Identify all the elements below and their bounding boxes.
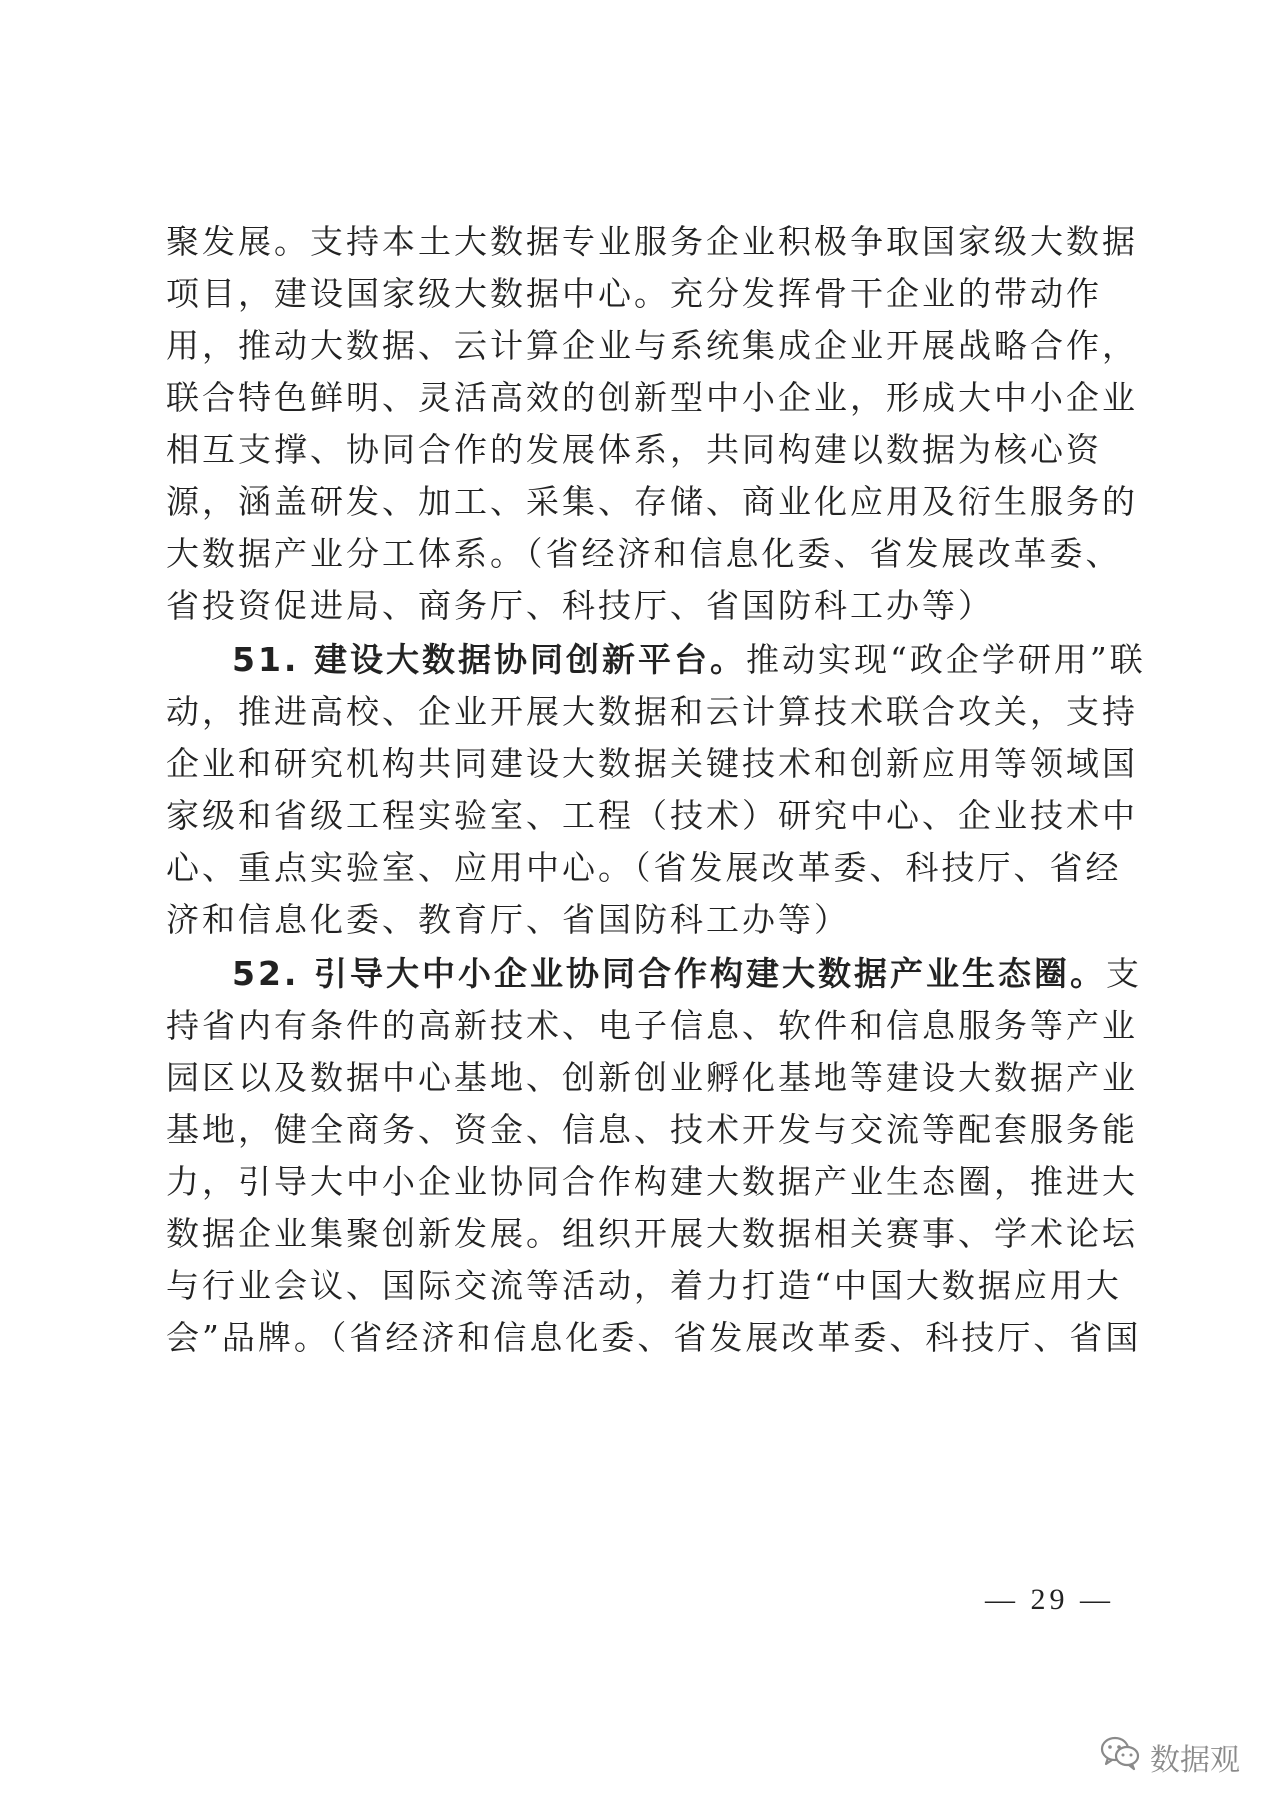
text-line: 园区以及数据中心基地、创新创业孵化基地等建设大数据产业 (166, 1058, 1138, 1097)
text-line: 企业和研究机构共同建设大数据关键技术和创新应用等领域国 (166, 744, 1138, 783)
item-52-text: 支 (1105, 954, 1142, 993)
text-line: 源，涵盖研发、加工、采集、存储、商业化应用及衍生服务的 (166, 482, 1138, 521)
item-52-first-line (232, 944, 1142, 1004)
text-line: 用，推动大数据、云计算企业与系统集成企业开展战略合作， (166, 326, 1138, 365)
text-line: 力，引导大中小企业协同合作构建大数据产业生态圈，推进大 (166, 1162, 1138, 1201)
text-line: 持省内有条件的高新技术、电子信息、软件和信息服务等产业 (166, 1006, 1138, 1045)
text-line: 大数据产业分工体系。（省经济和信息化委、省发展改革委、 (166, 534, 1122, 573)
text-line: 聚发展。支持本土大数据专业服务企业积极争取国家级大数据 (166, 222, 1138, 261)
item-51-text: 推动实现“政企学研用”联 (745, 640, 1146, 679)
wechat-icon (1100, 1735, 1140, 1779)
text-line: 会”品牌。（省经济和信息化委、省发展改革委、科技厅、省国 (166, 1318, 1142, 1357)
text-line: 动，推进高校、企业开展大数据和云计算技术联合攻关，支持 (166, 692, 1138, 731)
text-line: 心、重点实验室、应用中心。（省发展改革委、科技厅、省经 (166, 848, 1122, 887)
text-line: 相互支撑、协同合作的发展体系，共同构建以数据为核心资 (166, 430, 1102, 469)
text-line: 项目，建设国家级大数据中心。充分发挥骨干企业的带动作 (166, 274, 1102, 313)
page-number: — 29 — (985, 1583, 1114, 1616)
text-line: 基地，健全商务、资金、信息、技术开发与交流等配套服务能 (166, 1110, 1138, 1149)
text-line: 济和信息化委、教育厅、省国防科工办等） (166, 900, 850, 939)
watermark (1100, 1735, 1240, 1779)
text-line: 省投资促进局、商务厅、科技厅、省国防科工办等） (166, 586, 994, 625)
watermark-text: 数据观 (1150, 1743, 1240, 1778)
item-52-heading: 52. 引导大中小企业协同合作构建大数据产业生态圈。 (232, 954, 1106, 993)
text-line: 家级和省级工程实验室、工程（技术）研究中心、企业技术中 (166, 796, 1138, 835)
text-line: 数据企业集聚创新发展。组织开展大数据相关赛事、学术论坛 (166, 1214, 1138, 1253)
item-51-heading: 51. 建设大数据协同创新平台。 (232, 640, 746, 679)
text-line: 与行业会议、国际交流等活动，着力打造“中国大数据应用大 (166, 1266, 1122, 1305)
item-51-first-line (232, 630, 1146, 690)
text-line: 联合特色鲜明、灵活高效的创新型中小企业，形成大中小企业 (166, 378, 1138, 417)
